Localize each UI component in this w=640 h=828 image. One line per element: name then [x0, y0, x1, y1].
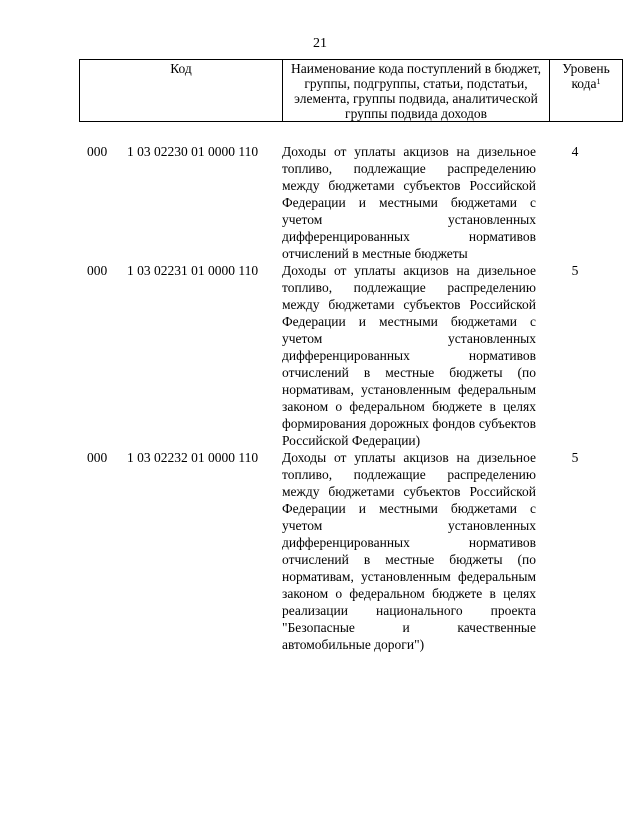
admin-code: 000 [87, 263, 108, 278]
table-header-row [80, 60, 623, 122]
header-level [550, 60, 623, 122]
income-code: 1 03 02230 01 0000 110 [127, 144, 259, 159]
admin-code: 000 [87, 144, 108, 159]
code-level: 5 [571, 263, 579, 278]
income-name: Доходы от уплаты акцизов на дизельное топливо, подлежащие распределению между бюджетами субъектов Российской Федерации и местными бюджетами с учетом установленных дифференцированных нормативов отчислений в местные бюджеты (по нормативам, установленным федеральным законом о федеральном бюджете в целях реализации национального проекта "Безопасные и качественные автомобильные дороги") [282, 450, 536, 652]
income-name: Доходы от уплаты акцизов на дизельное топливо, подлежащие распределению между бюджетами субъектов Российской Федерации и местными бюджетами с учетом установленных дифференцированных нормативов отчислений в местные бюджеты [282, 144, 536, 261]
income-name: Доходы от уплаты акцизов на дизельное топливо, подлежащие распределению между бюджетами субъектов Российской Федерации и местными бюджетами с учетом установленных дифференцированных нормативов отчислений в местные бюджеты (по нормативам, установленным федеральным законом о федеральном бюджете в целях формирования дорожных фондов субъектов Российской Федерации) [282, 263, 536, 448]
table-row [79, 262, 599, 449]
income-code: 1 03 02231 01 0000 110 [127, 263, 259, 278]
admin-code: 000 [87, 450, 108, 465]
code-level: 5 [571, 450, 579, 465]
code-level: 4 [571, 144, 579, 159]
table-row [79, 143, 599, 262]
header-code: Код [80, 60, 283, 122]
table-header [79, 59, 623, 122]
page-number: 21 [313, 36, 327, 51]
income-code: 1 03 02232 01 0000 110 [127, 450, 259, 465]
header-level-label: Уровень кода [562, 61, 610, 91]
footnote-marker: 1 [596, 77, 601, 86]
table-row [79, 449, 599, 653]
table-body [79, 143, 599, 653]
header-name: Наименование кода поступлений в бюджет, группы, подгруппы, статьи, подстатьи, элемента, группы подвида, аналитической группы подвида доходов [283, 60, 550, 122]
